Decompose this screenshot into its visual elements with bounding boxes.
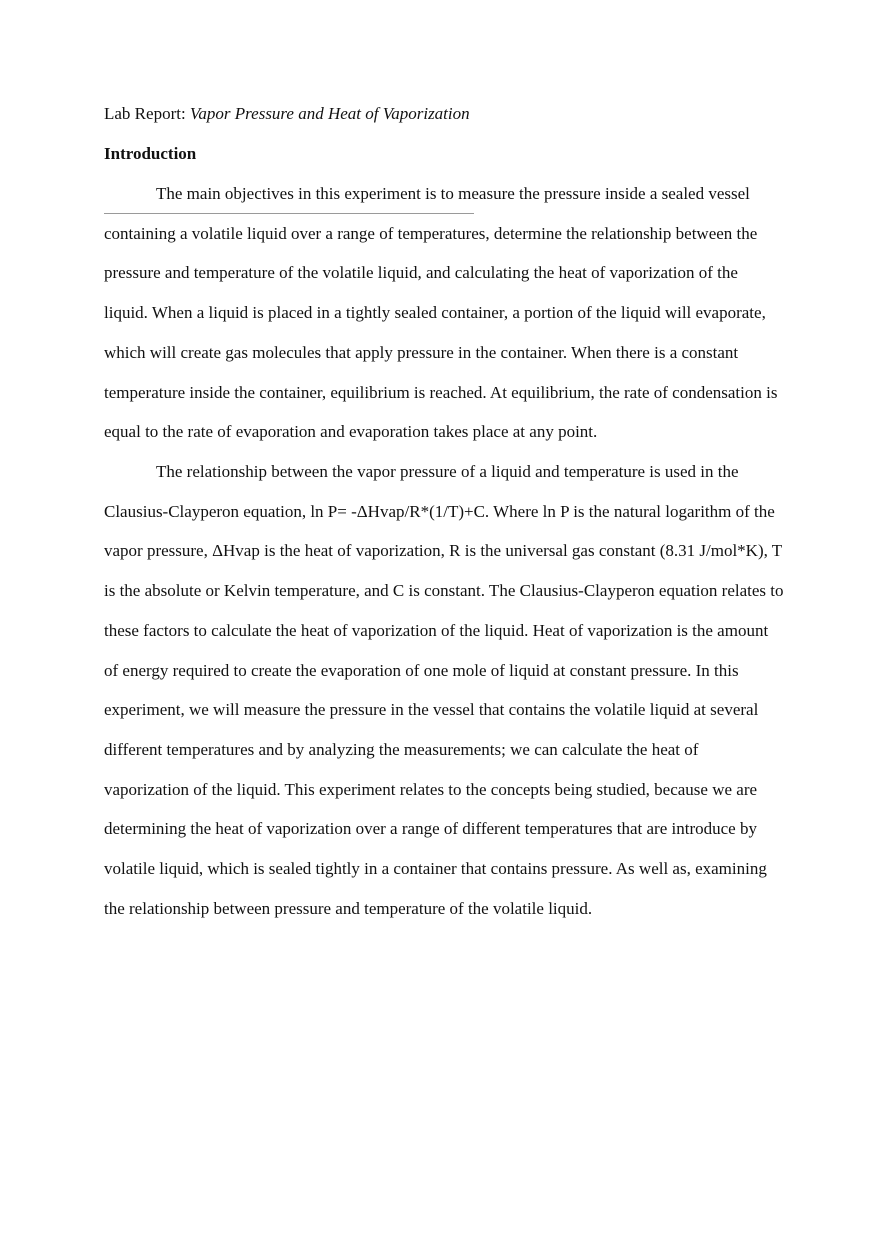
- section-heading: Introduction: [104, 144, 197, 163]
- title-italic: Vapor Pressure and Heat of Vaporization: [189, 104, 470, 123]
- underline-rule: [104, 213, 474, 214]
- paragraph-1-container: [104, 174, 784, 452]
- report-title: [104, 102, 470, 126]
- paragraph-2: The relationship between the vapor pressure of a liquid and temperature is used in the Clausius-Clayperon equation, ln P= -ΔHvap/R*(1/T)+C. Where ln P is the natural logarithm of the vapor pressure, ΔHvap is the heat of vaporization, R is the universal gas constant (8.31 J/mol*K), T is the absolute or Kelvin temperature, and C is constant. The Clausius-Clayperon equation relates to these factors to calculate the heat of vaporization of the liquid. Heat of vaporization is the amount of energy required to create the evaporation of one mole of liquid at constant pressure. In this experiment, we will measure the pressure in the vessel that contains the volatile liquid at several different temperatures and by analyzing the measurements; we can calculate the heat of vaporization of the liquid. This experiment relates to the concepts being studied, because we are determining the heat of vaporization over a range of different temperatures that are introduce by volatile liquid, which is sealed tightly in a container that contains pressure. As well as, examining the relationship between pressure and temperature of the volatile liquid.: [104, 462, 784, 918]
- paragraph-2-container: [104, 452, 784, 928]
- paragraph-1: The main objectives in this experiment is to measure the pressure inside a sealed vessel containing a volatile liquid over a range of temperatures, determine the relationship between the pressure and temperature of the volatile liquid, and calculating the heat of vaporization of the liquid. When a liquid is placed in a tightly sealed container, a portion of the liquid will evaporate, which will create gas molecules that apply pressure in the container. When there is a constant temperature inside the container, equilibrium is reached. At equilibrium, the rate of condensation is equal to the rate of evaporation and evaporation takes place at any point.: [104, 184, 778, 442]
- title-prefix: Lab Report:: [104, 104, 190, 123]
